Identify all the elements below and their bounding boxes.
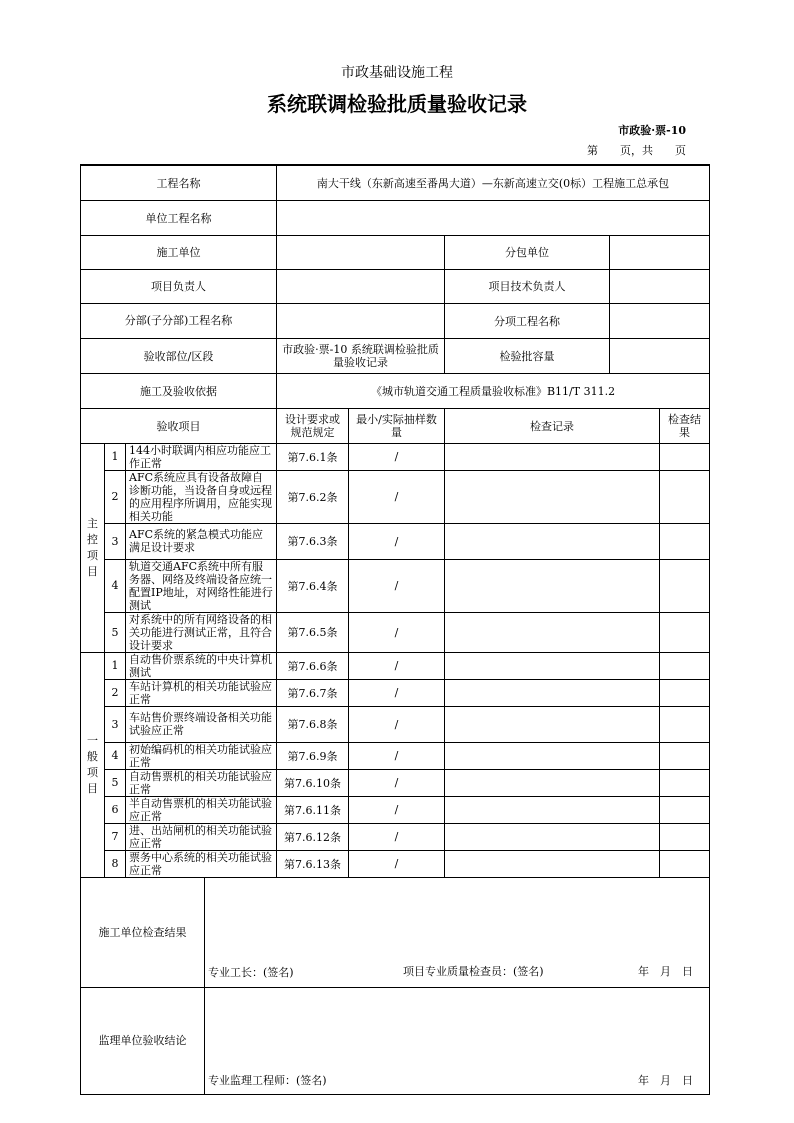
general-item-clause: 第7.6.7条 [277,679,349,706]
general-item-text: 车站售价票终端设备相关功能试验应正常 [126,706,277,742]
supervision-area [205,987,710,1094]
general-item-no: 5 [105,769,126,796]
general-item-result [660,679,710,706]
main-item-result [660,612,710,652]
page-number: 第 页，共 页 [587,144,686,157]
col-result: 检查结果 [660,408,710,443]
main-item-clause: 第7.6.2条 [277,470,349,523]
main-item-text: 对系统中的所有网络设备的相关功能进行测试正常，且符合设计要求 [126,612,277,652]
general-item-record [445,850,660,877]
general-item-text: 进、出站闸机的相关功能试验应正常 [126,823,277,850]
general-item-result [660,706,710,742]
general-item-record [445,706,660,742]
general-item-record [445,742,660,769]
main-item-text: AFC系统应具有设备故障自诊断功能，当设备自身或远程的应用程序所调用，应能实现相关功能 [126,470,277,523]
general-item-no: 7 [105,823,126,850]
pm-value [277,269,445,303]
project-name-value: 南大干线（东新高速至番禺大道）—东新高速立交(0标）工程施工总承包 [277,165,710,200]
main-item-result [660,443,710,470]
main-item-clause: 第7.6.4条 [277,559,349,612]
general-item-clause: 第7.6.11条 [277,796,349,823]
supervision-label: 监理单位验收结论 [81,987,205,1094]
unit-project-value [277,200,710,235]
main-item-clause: 第7.6.1条 [277,443,349,470]
supervision-date: 年 月 日 [638,1073,694,1087]
general-item-record [445,652,660,679]
main-item-text: 144小时联调内相应功能应工作正常 [126,443,277,470]
subitem-value [610,303,710,338]
main-item-text: AFC系统的紧急模式功能应满足设计要求 [126,523,277,559]
document-title: 系统联调检验批质量验收记录 [267,92,527,116]
quality-inspector-signature-label: 项目专业质量检查员：(签名) [403,964,544,978]
unit-project-label: 单位工程名称 [81,200,277,235]
pm-label: 项目负责人 [81,269,277,303]
general-item-clause: 第7.6.8条 [277,706,349,742]
general-item-no: 6 [105,796,126,823]
main-item-no: 4 [105,559,126,612]
main-item-record [445,612,660,652]
col-sample: 最小/实际抽样数量 [349,408,445,443]
general-item-record [445,679,660,706]
general-item-result [660,769,710,796]
main-item-record [445,443,660,470]
general-item-sample: / [349,796,445,823]
subitem-label: 分项工程名称 [445,303,610,338]
construction-check-area [205,877,710,987]
main-item-no: 3 [105,523,126,559]
main-group-label: 主 控 项 目 [81,443,105,652]
main-item-sample: / [349,559,445,612]
col-item: 验收项目 [81,408,277,443]
general-item-clause: 第7.6.12条 [277,823,349,850]
division-value [277,303,445,338]
general-item-text: 自动售票机的相关功能试验应正常 [126,769,277,796]
main-item-result [660,470,710,523]
general-item-no: 2 [105,679,126,706]
general-item-clause: 第7.6.10条 [277,769,349,796]
construction-unit-label: 施工单位 [81,235,277,269]
main-item-sample: / [349,443,445,470]
general-item-sample: / [349,742,445,769]
tech-lead-label: 项目技术负责人 [445,269,610,303]
form-code: 市政验·票-10 [618,124,686,137]
subcontract-label: 分包单位 [445,235,610,269]
general-item-sample: / [349,769,445,796]
general-item-text: 初始编码机的相关功能试验应正常 [126,742,277,769]
general-item-clause: 第7.6.6条 [277,652,349,679]
general-item-record [445,769,660,796]
tech-lead-value [610,269,710,303]
general-item-sample: / [349,652,445,679]
basis-value: 《城市轨道交通工程质量验收标准》B11/T 311.2 [277,373,710,408]
main-item-no: 5 [105,612,126,652]
general-item-sample: / [349,706,445,742]
col-record: 检查记录 [445,408,660,443]
main-item-sample: / [349,612,445,652]
main-item-record [445,523,660,559]
main-item-clause: 第7.6.3条 [277,523,349,559]
main-item-record [445,559,660,612]
general-item-result [660,823,710,850]
location-label: 验收部位/区段 [81,338,277,373]
construction-check-date: 年 月 日 [638,964,694,978]
foreman-signature-label: 专业工长：(签名) [208,965,294,979]
main-item-result [660,559,710,612]
construction-unit-value [277,235,445,269]
project-name-label: 工程名称 [81,165,277,200]
general-item-clause: 第7.6.13条 [277,850,349,877]
basis-label: 施工及验收依据 [81,373,277,408]
general-item-clause: 第7.6.9条 [277,742,349,769]
capacity-value [610,338,710,373]
construction-check-label: 施工单位检查结果 [81,877,205,987]
capacity-label: 检验批容量 [445,338,610,373]
general-group-label: 一 般 项 目 [81,652,105,877]
main-item-sample: / [349,523,445,559]
main-item-no: 2 [105,470,126,523]
general-item-text: 车站计算机的相关功能试验应正常 [126,679,277,706]
main-item-record [445,470,660,523]
general-item-sample: / [349,679,445,706]
general-item-no: 1 [105,652,126,679]
general-item-record [445,796,660,823]
general-item-result [660,742,710,769]
general-item-text: 票务中心系统的相关功能试验应正常 [126,850,277,877]
location-value: 市政验·票-10 系统联调检验批质量验收记录 [277,338,445,373]
col-design: 设计要求或规范规定 [277,408,349,443]
general-item-result [660,850,710,877]
general-item-text: 自动售价票系统的中央计算机测试 [126,652,277,679]
document-supertitle: 市政基础设施工程 [341,65,453,81]
supervision-engineer-signature-label: 专业监理工程师：(签名) [208,1073,327,1087]
general-item-no: 8 [105,850,126,877]
general-item-sample: / [349,850,445,877]
main-item-sample: / [349,470,445,523]
main-item-text: 轨道交通AFC系统中所有服务器、网络及终端设备应统一配置IP地址，对网络性能进行测试 [126,559,277,612]
division-label: 分部(子分部)工程名称 [81,303,277,338]
main-item-no: 1 [105,443,126,470]
general-item-no: 3 [105,706,126,742]
general-item-no: 4 [105,742,126,769]
general-item-record [445,823,660,850]
general-item-sample: / [349,823,445,850]
general-item-result [660,652,710,679]
main-item-result [660,523,710,559]
main-item-clause: 第7.6.5条 [277,612,349,652]
inspection-record-table [80,164,710,1095]
general-item-result [660,796,710,823]
general-item-text: 半自动售票机的相关功能试验应正常 [126,796,277,823]
subcontract-value [610,235,710,269]
